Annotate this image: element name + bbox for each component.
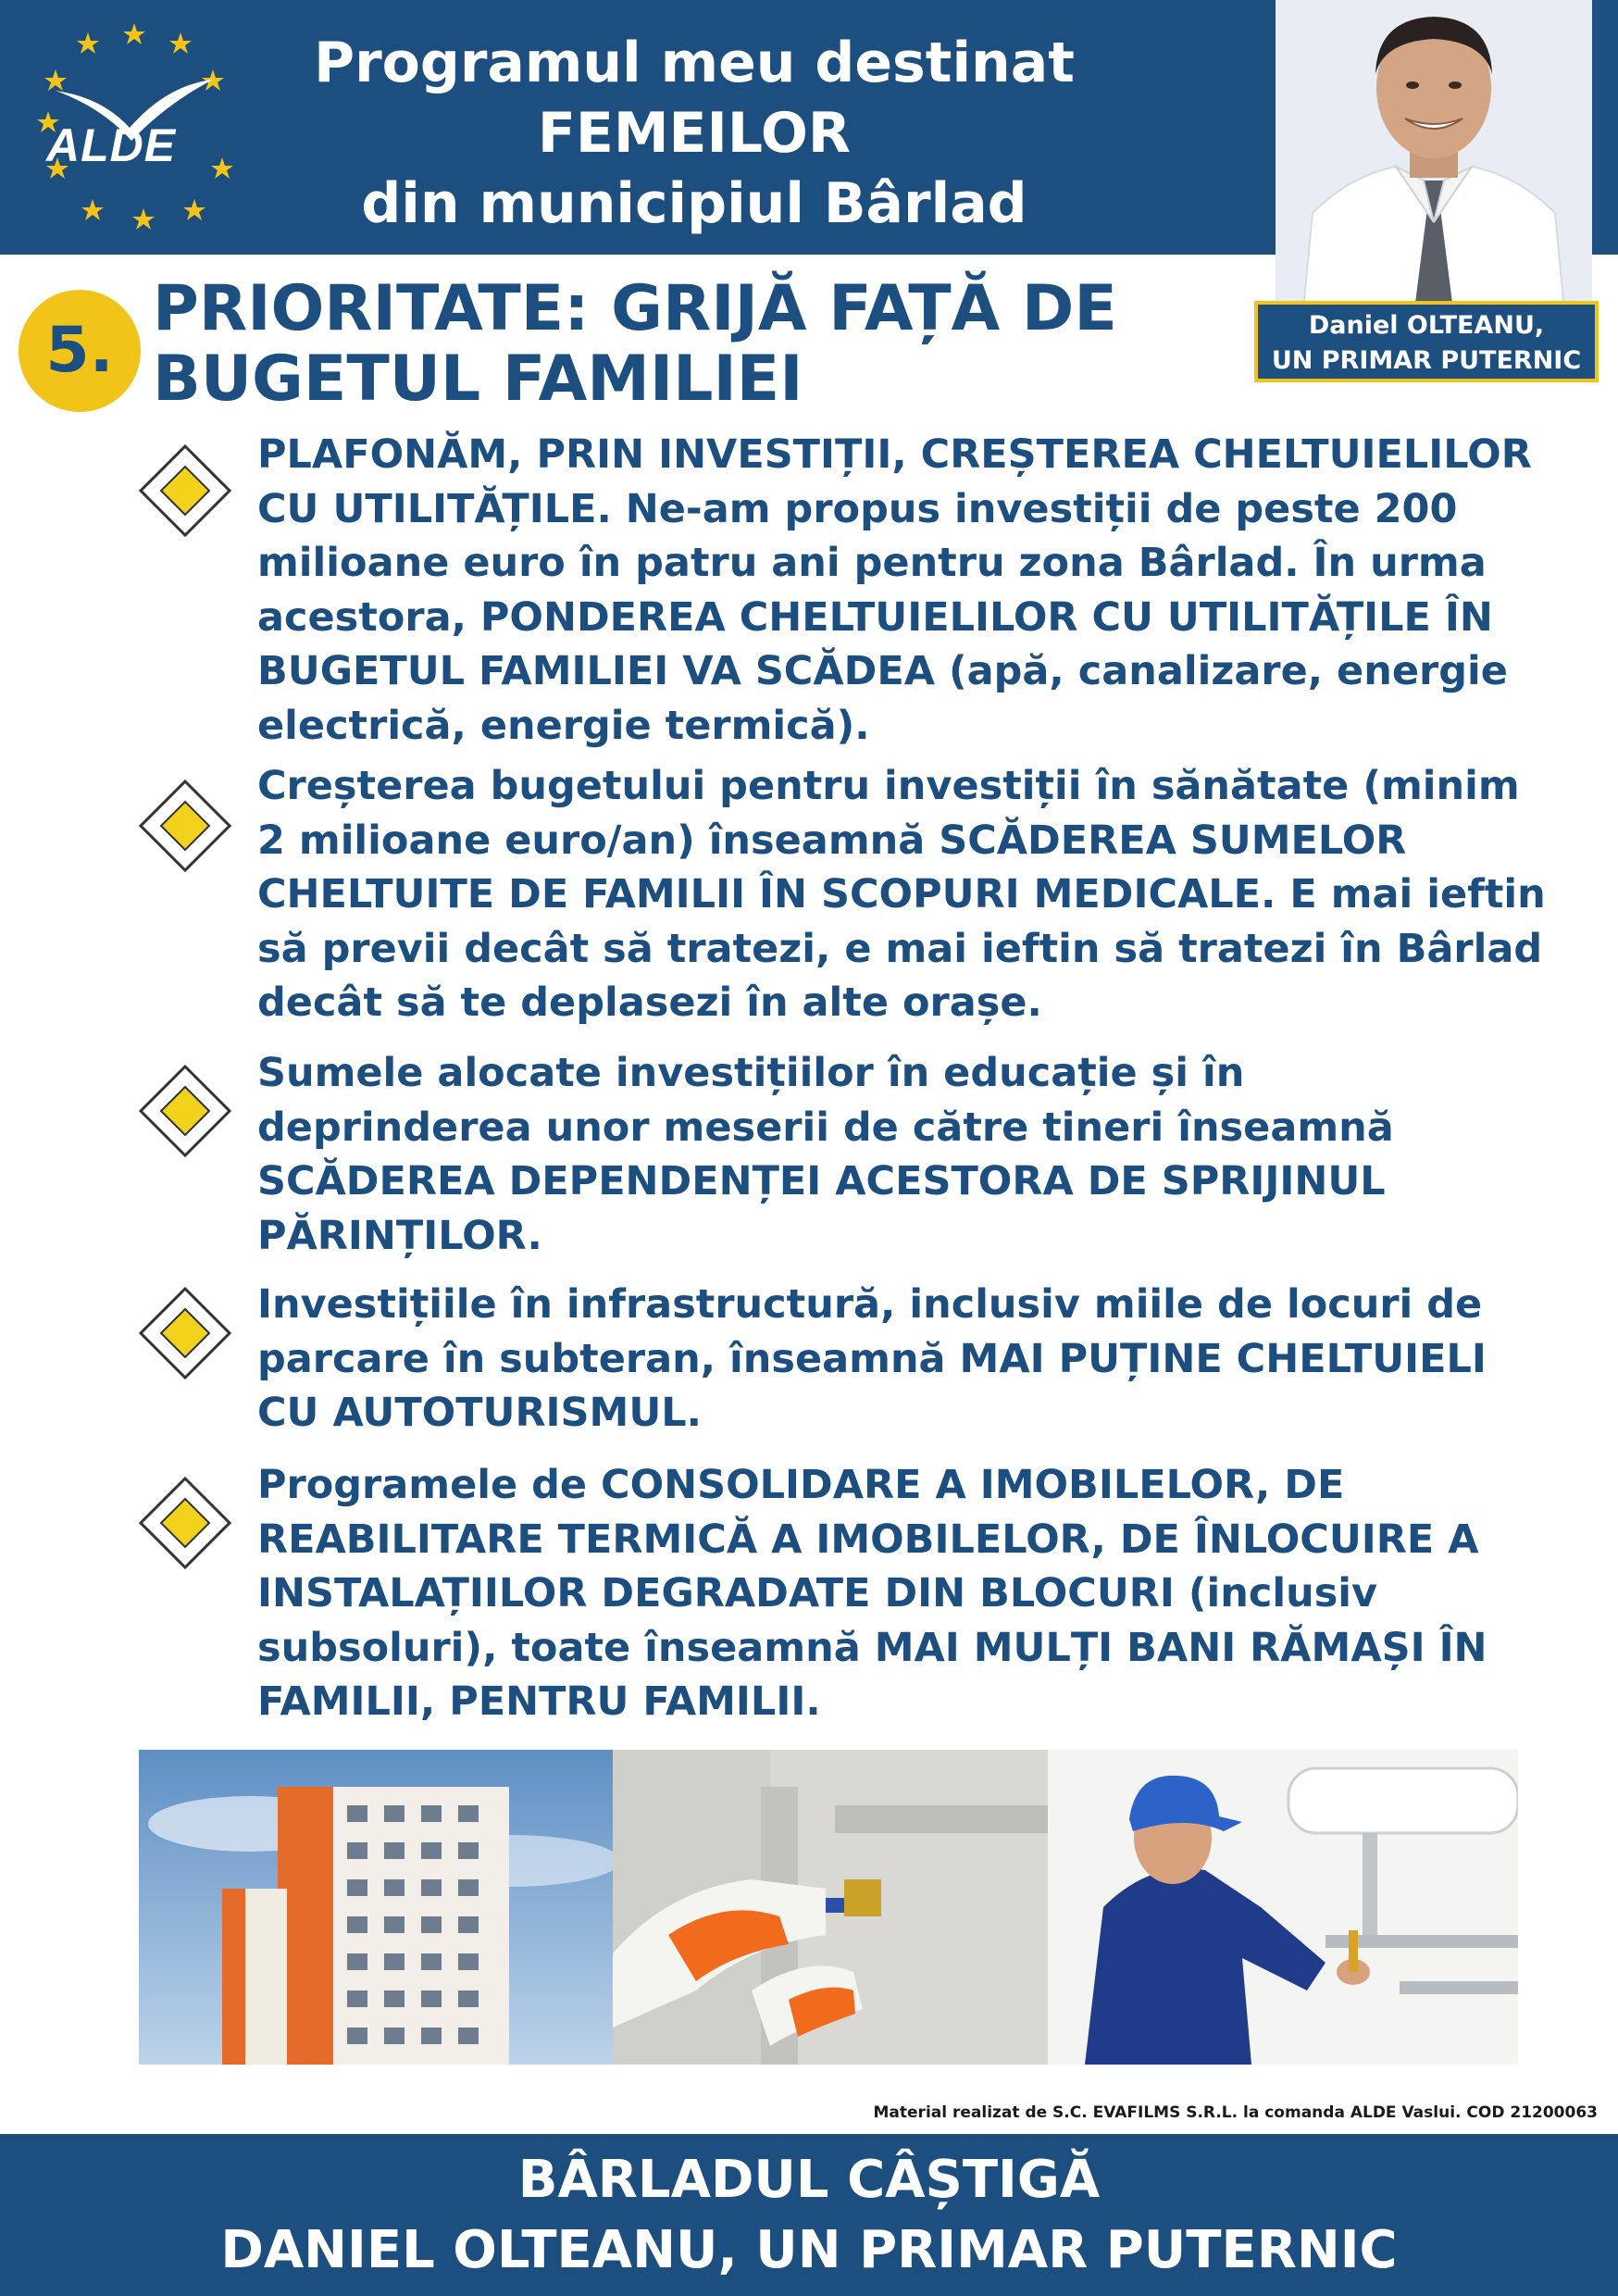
priority-road-sign-icon <box>139 444 231 537</box>
bullet-line: Programele de CONSOLIDARE A IMOBILELOR, DE <box>257 1462 1345 1508</box>
bullet-text <box>257 1046 1590 1263</box>
plumbing-hands-photo <box>613 1750 1048 2065</box>
bullet-line: PĂRINȚILOR. <box>257 1212 542 1259</box>
page-title <box>278 28 1111 239</box>
bullet-line: acestora, PONDEREA CHELTUIELILOR CU UTILITĂȚILE ÎN <box>257 593 1493 641</box>
priority-road-sign-icon <box>139 1065 231 1157</box>
priority-title-line-2: BUGETUL FAMILIEI <box>153 343 803 416</box>
bullet-line: Investițiile în infrastructură, inclusiv miile de locuri de <box>257 1281 1483 1328</box>
title-line-3: din municipiul Bârlad <box>361 171 1027 236</box>
apartment-building-photo <box>139 1750 613 2065</box>
caption-line-2: UN PRIMAR PUTERNIC <box>1271 346 1582 375</box>
bullet-line: 2 milioane euro/an) înseamnă SCĂDEREA SUMELOR <box>257 817 1407 864</box>
caption-line-1: Daniel OLTEANU, <box>1308 311 1545 340</box>
bullet-line: SCĂDEREA DEPENDENȚEI ACESTORA DE SPRIJINUL <box>257 1158 1386 1204</box>
bullet-line: Sumele alocate investițiilor în educație și în <box>257 1050 1245 1096</box>
bullet-text <box>257 1458 1590 1729</box>
candidate-photo <box>1276 0 1592 310</box>
plumber-photo <box>1048 1750 1518 2065</box>
footer-line-2: DANIEL OLTEANU, UN PRIMAR PUTERNIC <box>220 2220 1398 2280</box>
bullet-line: FAMILII, PENTRU FAMILII. <box>257 1678 821 1725</box>
bullet-line: CHELTUITE DE FAMILII ÎN SCOPURI MEDICALE. E mai ieftin <box>257 871 1546 917</box>
bullet-line: subsoluri), toate înseamnă MAI MULȚI BANI RĂMAȘI ÎN <box>257 1624 1487 1671</box>
bullet-line: să previi decât să tratezi, e mai ieftin să tratezi în Bârlad <box>257 925 1543 972</box>
bullet-line: milioane euro în patru ani pentru zona Bârlad. În urma <box>257 540 1487 586</box>
priority-road-sign-icon <box>139 780 231 872</box>
bullet-line: BUGETUL FAMILIEI VA SCĂDEA (apă, canalizare, energie <box>257 648 1508 694</box>
bullet-line: Creșterea bugetului pentru investiții în sănătate (minim <box>257 763 1520 809</box>
priority-title-line-1: PRIORITATE: GRIJĂ FAȚĂ DE <box>153 272 1117 345</box>
priority-road-sign-icon <box>139 1477 231 1569</box>
priority-number: 5. <box>19 290 141 412</box>
footer-line-1: BÂRLADUL CÂȘTIGĂ <box>517 2150 1101 2210</box>
footer-banner <box>0 2134 1618 2296</box>
candidate-caption <box>1254 301 1599 382</box>
bullet-line: REABILITARE TERMICĂ A IMOBILELOR, DE ÎNLOCUIRE A <box>257 1516 1479 1563</box>
logo-text: ALDE <box>46 119 177 171</box>
bullet-line: INSTALAȚIILOR DEGRADATE DIN BLOCURI (inclusiv <box>257 1570 1378 1616</box>
bullet-line: deprinderea unor meserii de către tineri înseamnă <box>257 1104 1394 1151</box>
bullet-line: CU UTILITĂȚILE. Ne-am propus investiții de peste 200 <box>257 485 1458 532</box>
bullet-line: decât să te deplasezi în alte orașe. <box>257 980 1042 1026</box>
bullet-line: parcare în subteran, înseamnă MAI PUȚINE CHELTUIELI <box>257 1335 1487 1382</box>
bullet-text <box>257 1278 1590 1441</box>
bullet-text <box>257 759 1590 1030</box>
title-line-2: FEMEILOR <box>537 101 852 166</box>
print-credit: Material realizat de S.C. EVAFILMS S.R.L. la comanda ALDE Vaslui. COD 21200063 <box>873 2103 1598 2122</box>
bullet-line: PLAFONĂM, PRIN INVESTIȚII, CREȘTEREA CHELTUIELILOR <box>257 431 1532 478</box>
photo-strip <box>139 1750 1518 2065</box>
bullet-line: electrică, energie termică). <box>257 702 870 749</box>
title-line-1: Programul meu destinat <box>314 31 1075 95</box>
priority-road-sign-icon <box>139 1287 231 1379</box>
bullet-line: CU AUTOTURISMUL. <box>257 1390 702 1436</box>
priority-title <box>153 274 1254 415</box>
bullet-text <box>257 428 1590 753</box>
